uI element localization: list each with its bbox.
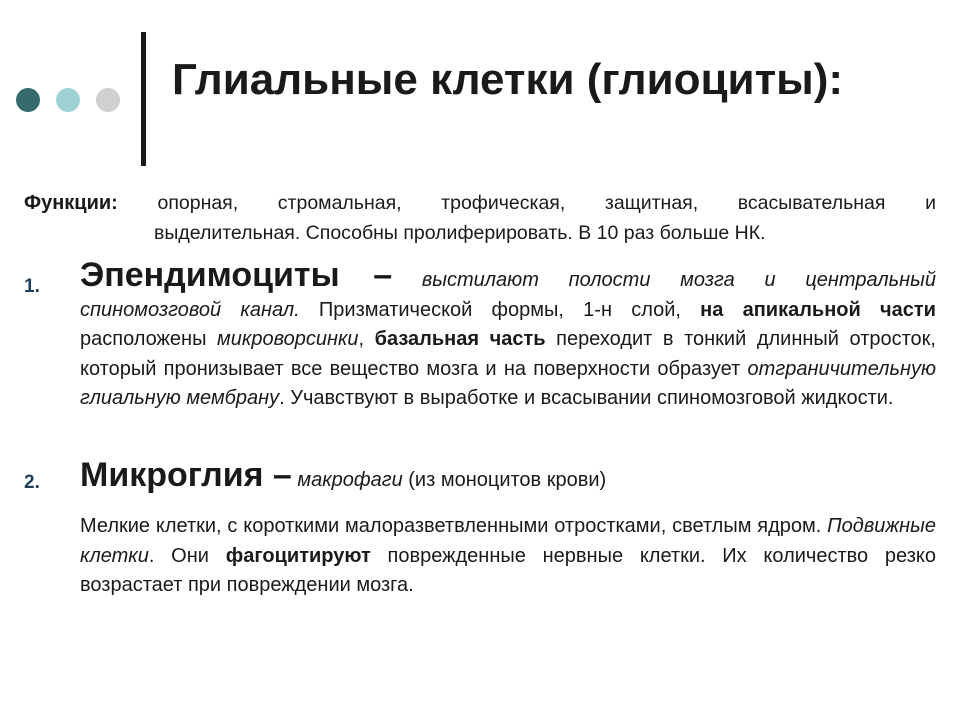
item-heading: Микроглия – xyxy=(80,456,292,494)
title-divider-bar xyxy=(141,32,146,166)
list-number: 1. xyxy=(24,276,40,297)
dot-grey xyxy=(96,88,120,112)
list-number: 2. xyxy=(24,472,40,493)
text-segment: Мелкие клетки, с короткими малоразветвленными отростками, светлым ядром. xyxy=(80,515,822,537)
dot-teal xyxy=(56,88,80,112)
item-heading: Эпендимоциты – xyxy=(80,256,393,294)
list-item-microglia xyxy=(24,458,936,601)
functions-text-1: опорная, стромальная, трофическая, защитная, всасывательная и xyxy=(157,192,936,214)
text-segment: . Учавствуют в выработке и всасывании спиномозговой жидкости. xyxy=(279,387,894,409)
italic-intro: выстилают полости мозга и центральный спиномозговой канал. xyxy=(80,269,936,321)
italic-term: Подвижные клетки xyxy=(80,515,936,567)
list-item-ependymocytes xyxy=(24,258,936,414)
functions-line-1 xyxy=(24,188,936,218)
text-segment: Призматической формы, 1-н слой, xyxy=(318,298,681,321)
decorative-dots xyxy=(16,88,120,112)
italic-term: микроворсинки xyxy=(217,328,359,350)
item-text xyxy=(80,258,936,414)
text-segment: (из моноцитов крови) xyxy=(408,469,607,491)
item-head-line xyxy=(80,458,936,500)
item-text xyxy=(80,458,936,601)
slide-title: Глиальные клетки (глиоциты): xyxy=(172,55,844,104)
italic-term: отграничительную глиальную мембрану xyxy=(80,357,937,409)
functions-label: Функции: xyxy=(24,192,118,214)
item-description xyxy=(80,512,936,601)
functions-paragraph xyxy=(24,188,936,248)
bold-term: на апикальной части xyxy=(700,298,936,321)
bold-term: базальная часть xyxy=(374,328,546,350)
text-segment: переходит в тонкий длинный отросток, который пронизывает все вещество мозга и на поверхности образует xyxy=(80,328,936,380)
text-segment: , xyxy=(358,328,365,350)
text-segment: . Они xyxy=(148,544,209,567)
functions-line-2: выделительная. Способны пролиферировать. В 10 раз больше НК. xyxy=(154,222,766,244)
text-segment: поврежденные нервные клетки. Их количество резко возрастает при повреждении мозга. xyxy=(80,544,936,596)
bold-term: фагоцитируют xyxy=(225,544,371,567)
text-segment: расположены xyxy=(80,328,207,350)
italic-term: макрофаги xyxy=(297,469,403,491)
dot-dark xyxy=(16,88,40,112)
